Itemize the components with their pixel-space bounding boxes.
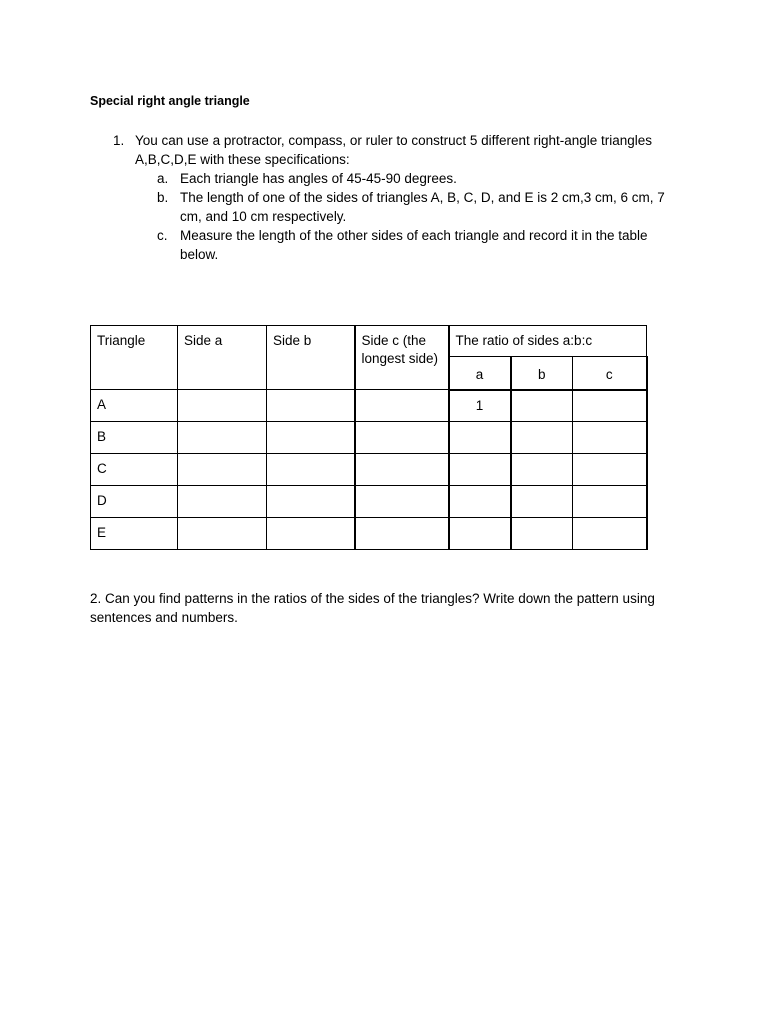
cell-triangle: B xyxy=(91,422,178,454)
header-side-b: Side b xyxy=(267,326,355,390)
table-row xyxy=(91,422,647,454)
cell-side-a xyxy=(178,390,267,422)
cell-ratio-a xyxy=(449,422,511,454)
cell-ratio-b xyxy=(511,390,573,422)
list-item-text: Each triangle has angles of 45-45-90 degrees. xyxy=(180,171,457,186)
table-row xyxy=(91,454,647,486)
cell-side-b xyxy=(267,390,355,422)
header-ratio: The ratio of sides a:b:c xyxy=(449,326,647,357)
cell-side-a xyxy=(178,454,267,486)
list-item-text: Measure the length of the other sides of each triangle and record it in the table below. xyxy=(180,228,648,262)
cell-ratio-c xyxy=(573,422,647,454)
header-ratio-a: a xyxy=(449,357,511,390)
cell-ratio-a xyxy=(449,454,511,486)
header-ratio-b: b xyxy=(511,357,573,390)
question-1 xyxy=(113,131,688,264)
cell-triangle: D xyxy=(91,486,178,518)
cell-ratio-b xyxy=(511,486,573,518)
cell-side-a xyxy=(178,486,267,518)
triangle-table xyxy=(90,325,648,550)
cell-side-c xyxy=(355,454,449,486)
list-item-letter: b. xyxy=(157,190,169,205)
table-row xyxy=(91,486,647,518)
cell-ratio-c xyxy=(573,486,647,518)
cell-side-b xyxy=(267,454,355,486)
header-side-a: Side a xyxy=(178,326,267,390)
cell-ratio-a xyxy=(449,486,511,518)
cell-side-a xyxy=(178,422,267,454)
cell-side-a xyxy=(178,518,267,550)
cell-ratio-a: 1 xyxy=(449,390,511,422)
cell-ratio-c xyxy=(573,518,647,550)
header-side-c: Side c (the longest side) xyxy=(355,326,449,390)
question-1-number: 1. xyxy=(113,133,125,148)
list-item xyxy=(157,226,688,264)
cell-side-b xyxy=(267,486,355,518)
list-item-letter: a. xyxy=(157,171,169,186)
cell-ratio-a xyxy=(449,518,511,550)
cell-ratio-b xyxy=(511,518,573,550)
cell-ratio-c xyxy=(573,454,647,486)
cell-ratio-c xyxy=(573,390,647,422)
document-title: Special right angle triangle xyxy=(90,94,250,108)
question-2: 2. Can you find patterns in the ratios of the sides of the triangles? Write down the pattern using sentences and numbers. xyxy=(90,591,655,625)
list-item-text: The length of one of the sides of triangles A, B, C, D, and E is 2 cm,3 cm, 6 cm, 7 cm, and 10 cm respectively. xyxy=(180,190,665,224)
cell-side-b xyxy=(267,422,355,454)
cell-ratio-b xyxy=(511,454,573,486)
cell-side-c xyxy=(355,486,449,518)
cell-triangle: C xyxy=(91,454,178,486)
list-item xyxy=(157,188,688,226)
cell-triangle: A xyxy=(91,390,178,422)
cell-side-c xyxy=(355,422,449,454)
cell-side-c xyxy=(355,390,449,422)
cell-triangle: E xyxy=(91,518,178,550)
cell-side-b xyxy=(267,518,355,550)
list-item xyxy=(157,169,688,188)
cell-ratio-b xyxy=(511,422,573,454)
question-1-text: You can use a protractor, compass, or ruler to construct 5 different right-angle triangles A,B,C,D,E with these specifications: xyxy=(135,133,653,167)
table-row xyxy=(91,518,647,550)
header-ratio-c: c xyxy=(573,357,647,390)
cell-side-c xyxy=(355,518,449,550)
header-triangle: Triangle xyxy=(91,326,178,390)
table-row xyxy=(91,390,647,422)
list-item-letter: c. xyxy=(157,228,168,243)
